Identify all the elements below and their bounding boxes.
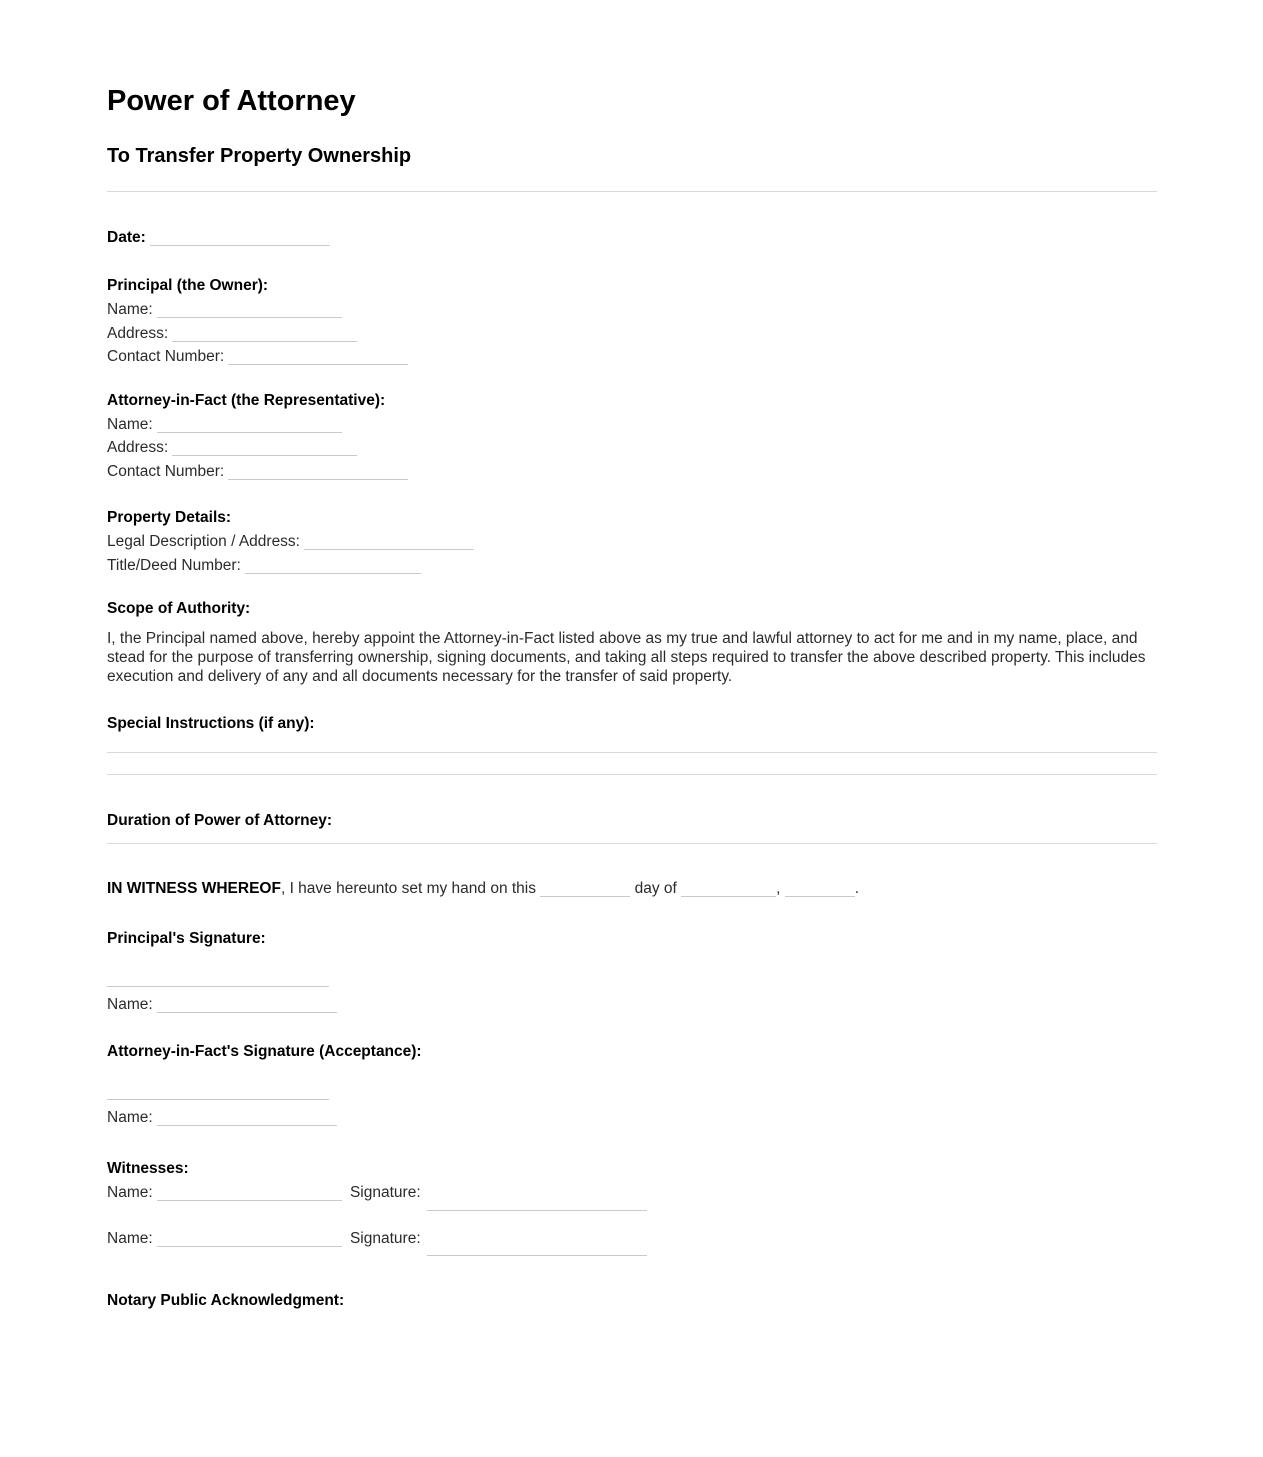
attorney-name-row — [107, 413, 1157, 437]
date-blank — [150, 231, 330, 246]
principal-address-blank — [172, 327, 357, 342]
year-blank — [785, 882, 855, 897]
attorney-address-row — [107, 436, 1157, 460]
principal-signature-heading: Principal's Signature: — [107, 930, 266, 947]
principal-name-blank — [157, 303, 342, 318]
document-title: Power of Attorney — [107, 85, 356, 117]
attorney-address-blank — [172, 441, 357, 456]
witness-1-signature-label: Signature: — [349, 1184, 421, 1201]
principal-section-heading: Principal (the Owner): — [107, 277, 269, 294]
witness-2-name-blank — [157, 1232, 342, 1247]
duration-section-heading: Duration of Power of Attorney: — [107, 812, 333, 829]
attorney-signature-heading: Attorney-in-Fact's Signature (Acceptance): — [107, 1042, 422, 1060]
date-row — [107, 228, 1157, 247]
scope-section-heading: Scope of Authority: — [107, 600, 251, 617]
attorney-name-label: Name: — [107, 415, 153, 433]
comma-text: , — [776, 880, 785, 897]
witness-row-2 — [107, 1227, 1157, 1251]
witness-1-signature-line — [427, 1210, 647, 1211]
notary-section-heading: Notary Public Acknowledgment: — [107, 1292, 345, 1309]
principal-contact-blank — [228, 350, 408, 365]
month-blank — [681, 882, 776, 897]
property-section-heading: Property Details: — [107, 509, 232, 526]
witness-1-name-label: Name: — [107, 1184, 153, 1201]
principal-address-row — [107, 322, 1157, 346]
principal-contact-row — [107, 345, 1157, 369]
principal-name-row — [107, 298, 1157, 322]
attorney-contact-blank — [228, 465, 408, 480]
witness-1-name-blank — [157, 1186, 342, 1201]
day-of-text: day of — [630, 880, 682, 897]
header-divider — [107, 191, 1157, 192]
special-instructions-line-2 — [107, 774, 1157, 775]
attorney-signature-name-blank — [157, 1111, 337, 1126]
attorney-signature-name-row — [107, 1106, 1157, 1130]
property-deed-blank — [245, 559, 421, 574]
principal-signature-name-blank — [157, 998, 337, 1013]
witness-2-signature-label: Signature: — [349, 1229, 421, 1247]
principal-signature-name-row — [107, 993, 1157, 1017]
witness-row-1 — [107, 1181, 1157, 1205]
witnesses-section-heading: Witnesses: — [107, 1160, 189, 1177]
day-blank — [540, 882, 630, 897]
attorney-contact-row — [107, 460, 1157, 484]
special-instructions-line-1 — [107, 752, 1157, 753]
principal-signature-name-label: Name: — [107, 996, 153, 1013]
property-legal-blank — [304, 535, 474, 550]
document-subtitle: To Transfer Property Ownership — [107, 145, 412, 167]
property-legal-label: Legal Description / Address: — [107, 533, 300, 550]
date-label: Date: — [107, 229, 146, 246]
attorney-name-blank — [157, 418, 342, 433]
attorney-section-heading: Attorney-in-Fact (the Representative): — [107, 391, 386, 409]
property-deed-label: Title/Deed Number: — [107, 556, 241, 574]
principal-contact-label: Contact Number: — [107, 348, 225, 365]
witness-whereof-bold: IN WITNESS WHEREOF — [107, 880, 281, 897]
attorney-address-label: Address: — [107, 439, 169, 456]
property-deed-row — [107, 554, 1157, 578]
witness-2-signature-line — [427, 1255, 647, 1256]
scope-body-paragraph: I, the Principal named above, hereby appoint the Attorney-in-Fact listed above as my true and lawful attorney to act for me and in my name, place, and stead for the purpose of transferring ownership, signing documents, and taking all steps required to transfer the above described property. This includes execution and delivery of any and all documents necessary for the transfer of said property. — [107, 630, 1146, 685]
witness-whereof-clause — [107, 879, 1157, 898]
attorney-signature-line — [107, 1099, 329, 1100]
attorney-contact-label: Contact Number: — [107, 462, 225, 480]
witness-2-name-label: Name: — [107, 1229, 153, 1247]
duration-line — [107, 843, 1157, 844]
principal-signature-line — [107, 986, 329, 987]
special-instructions-heading: Special Instructions (if any): — [107, 715, 315, 732]
property-legal-row — [107, 530, 1157, 554]
witness-whereof-text: , I have hereunto set my hand on this — [280, 880, 541, 897]
principal-name-label: Name: — [107, 301, 153, 318]
principal-address-label: Address: — [107, 324, 169, 342]
period-text: . — [854, 880, 860, 897]
attorney-signature-name-label: Name: — [107, 1108, 153, 1126]
